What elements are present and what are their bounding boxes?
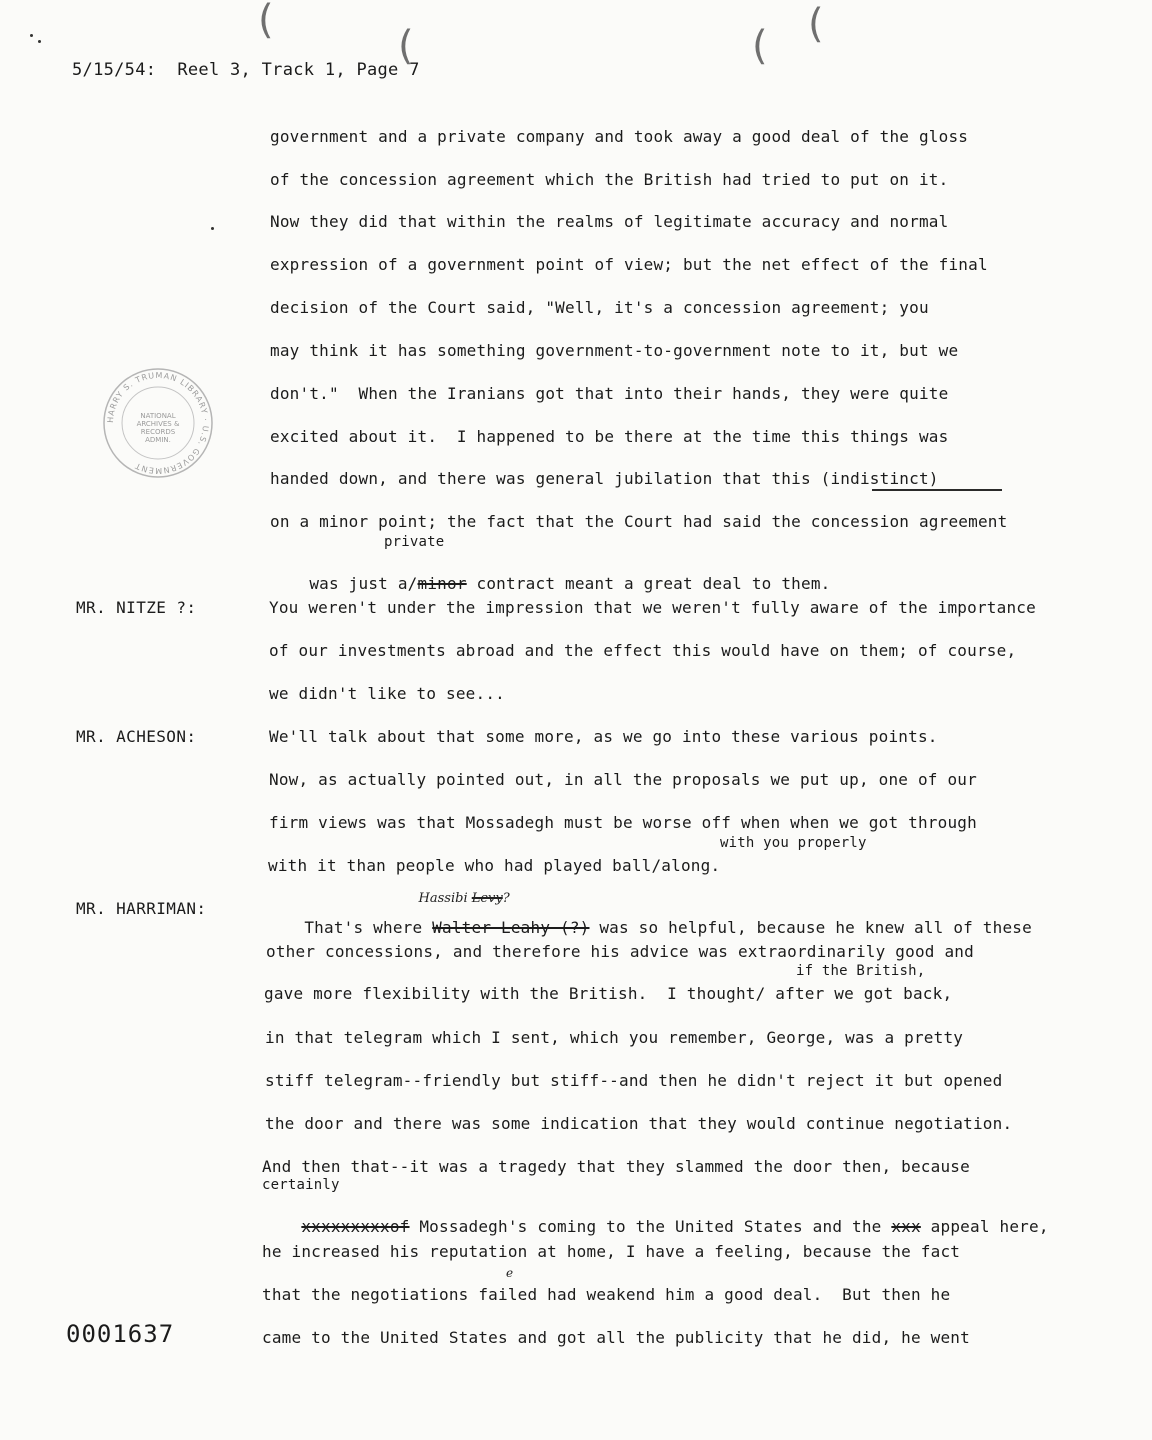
speck (38, 40, 41, 43)
binder-hole-mark: ( (258, 0, 274, 43)
struck-word: minor (417, 574, 467, 593)
text-line: excited about it. I happened to be there at the time this things was (270, 427, 949, 446)
text-line: firm views was that Mossadegh must be worse off when when we got through (269, 813, 977, 832)
text-segment: was just a/ (309, 574, 418, 593)
text-line: on a minor point; the fact that the Court had said the concession agreement (270, 512, 1008, 531)
speaker-label-nitze: MR. NITZE ?: (76, 598, 197, 617)
text-segment: That's where (304, 918, 433, 937)
text-line: stiff telegram--friendly but stiff--and then he didn't reject it but opened (265, 1071, 1003, 1090)
text-line: may think it has something government-to-government note to it, but we (270, 341, 959, 360)
binder-hole-mark: ( (752, 23, 768, 69)
text-line: came to the United States and got all the publicity that he did, he went (262, 1328, 970, 1347)
text-line: in that telegram which I sent, which you remember, George, was a pretty (265, 1028, 964, 1047)
binder-hole-mark: ( (398, 23, 414, 69)
text-line: government and a private company and took away a good deal of the gloss (270, 127, 969, 146)
text-line: You weren't under the impression that we weren't fully aware of the importance (269, 598, 1036, 617)
text-line: expression of a government point of view; but the net effect of the final (270, 255, 988, 274)
text-line: Now, as actually pointed out, in all the proposals we put up, one of our (269, 770, 977, 789)
handwritten-name: Hassibi (418, 891, 472, 906)
binder-hole-mark: ( (808, 1, 824, 47)
speaker-label-harriman: MR. HARRIMAN: (76, 899, 207, 918)
struck-word: xxx (891, 1217, 921, 1236)
text-segment: appeal here, (920, 1217, 1049, 1236)
text-line: decision of the Court said, "Well, it's a concession agreement; you (270, 298, 929, 317)
handwritten-mark: ? (502, 891, 510, 906)
text-line: that the negotiations failed had weakend him a good deal. But then he (262, 1285, 951, 1304)
speaker-label-acheson: MR. ACHESON: (76, 727, 197, 746)
text-line: other concessions, and therefore his advice was extraordinarily good and (266, 942, 974, 961)
document-number: 0001637 (66, 1320, 175, 1348)
struck-word: xxxxxxxxxof (301, 1217, 410, 1236)
text-line: with it than people who had played ball/along. (268, 856, 721, 875)
seal-center-text: NATIONAL ARCHIVES & RECORDS ADMIN. (136, 412, 180, 444)
speck (30, 34, 33, 37)
text-line: we didn't like to see... (269, 684, 505, 703)
seal-ring-text: HARRY S. TRUMAN LIBRARY · U.S. GOVERNMENT (105, 370, 211, 476)
library-seal-stamp (101, 366, 215, 480)
text-segment: Mossadegh's coming to the United States and the (409, 1217, 892, 1236)
page-header: 5/15/54: Reel 3, Track 1, Page 7 (72, 60, 420, 80)
struck-handwritten: Levy (471, 891, 503, 906)
text-line: he increased his reputation at home, I have a feeling, because the fact (262, 1242, 961, 1261)
handwritten-underline (872, 489, 1002, 491)
text-line: handed down, and there was general jubilation that this (indistinct) (270, 469, 939, 488)
insert-annotation: private (384, 534, 445, 550)
text-line: Now they did that within the realms of legitimate accuracy and normal (270, 212, 949, 231)
struck-name: Walter Leahy (?) (432, 918, 590, 937)
text-line: the door and there was some indication that they would continue negotiation. (265, 1114, 1013, 1133)
text-line: And then that--it was a tragedy that they slammed the door then, because (262, 1157, 970, 1176)
text-line: We'll talk about that some more, as we go into these various points. (269, 727, 938, 746)
speck (211, 227, 214, 230)
insert-annotation: with you properly (720, 835, 867, 851)
text-line: of the concession agreement which the British had tried to put on it. (270, 170, 949, 189)
text-line: don't." When the Iranians got that into their hands, they were quite (270, 384, 949, 403)
text-line: of our investments abroad and the effect this would have on them; of course, (269, 641, 1017, 660)
handwritten-insert: e (506, 1266, 514, 1280)
text-line: gave more flexibility with the British. I thought/ after we got back, (264, 984, 953, 1003)
text-segment: was so helpful, because he knew all of these (589, 918, 1032, 937)
insert-annotation: if the British, (796, 963, 926, 979)
text-segment: contract meant a great deal to them. (466, 574, 831, 593)
insert-annotation: certainly (262, 1177, 340, 1193)
